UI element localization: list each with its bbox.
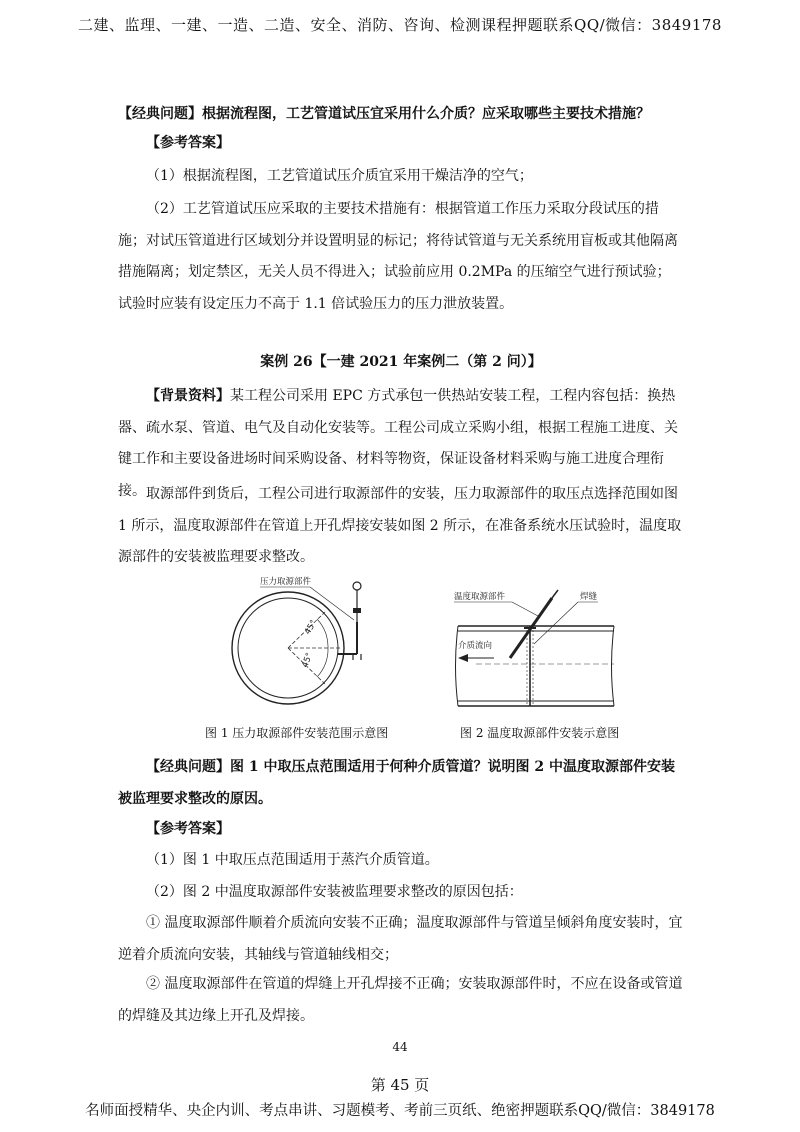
- figure-1-caption: 图 1 压力取源部件安装范围示意图: [205, 726, 389, 740]
- case-paragraph-2: 取源部件到货后，工程公司进行取源部件的安装，压力取源部件的取压点选择范围如图 1 所示，温度取源部件在管道上开孔焊接安装如图 2 所示，在准备系统水压试验时，温度取源部件的安装被监理要求整改。: [118, 486, 682, 565]
- background-label: 【背景资料】: [146, 388, 230, 404]
- page-header: 二建、监理、一建、一造、二造、安全、消防、咨询、检测课程押题联系QQ/微信：3849178: [78, 16, 722, 34]
- background-text: 某工程公司采用 EPC 方式承包一供热站安装工程，工程内容包括：换热器、疏水泵、管道、电气及自动化安装等。工程公司成立采购小组，根据工程施工进度、关键工作和主要设备进场时间采购设备、材料等物资，保证设备材料采购与施工进度合理衔接。: [118, 388, 678, 499]
- pipe-break-left: [456, 626, 459, 706]
- page-footer: 名师面授精华、央企内训、考点串讲、习题模考、考前三页纸、绝密押题联系QQ/微信：3849178: [85, 1103, 715, 1119]
- flow-arrow-icon: [458, 654, 468, 662]
- valve-block: [353, 608, 361, 613]
- pressure-part-label: 压力取源部件: [260, 577, 312, 587]
- page-number: 44: [392, 1040, 408, 1054]
- answer-2-2: （2）图 2 中温度取源部件安装被监理要求整改的原因包括：: [146, 884, 523, 900]
- answer-label-1: 【参考答案】: [146, 135, 230, 151]
- angle-label-upper: 45°: [302, 618, 320, 637]
- angle-arc-lower: [317, 648, 328, 677]
- page-label: 第 45 页: [370, 1076, 430, 1094]
- answer-2-3: ① 温度取源部件顺着介质流向安装不正确；温度取源部件与管道呈倾斜角度安装时，宜逆着介质流向安装，其轴线与管道轴线相交；: [118, 915, 683, 963]
- figure-1-diagram: [225, 572, 385, 712]
- answer-label-2: 【参考答案】: [146, 821, 230, 837]
- gauge-icon: [353, 582, 361, 590]
- answer-1-2: （2）工艺管道试压应采取的主要技术措施有：根据管道工作压力采取分段试压的措施；对试压管道进行区域划分并设置明显的标记；将待试管道与无关系统用盲板或其他隔离措施隔离；划定禁区，无关人员不得进入；试验前应用 0.2MPa 的压缩空气进行预试验；试验时应装有设定压力不高于 1.1 倍试验压力的压力泄放装置。: [118, 201, 678, 312]
- temperature-part-label: 温度取源部件: [454, 592, 506, 602]
- angle-label-lower: 45°: [300, 651, 315, 670]
- figure-2-diagram: [420, 588, 620, 716]
- answer-1-1: （1）根据流程图，工艺管道试压介质宜采用干燥洁净的空气；: [146, 168, 533, 184]
- pipe-break-right: [612, 626, 615, 706]
- figure-2-caption: 图 2 温度取源部件安装示意图: [460, 726, 620, 740]
- question-1: 【经典问题】根据流程图，工艺管道试压宜采用什么介质？应采取哪些主要技术措施？: [118, 106, 650, 122]
- weld-label: 焊缝: [580, 592, 598, 602]
- answer-2-1: （1）图 1 中取压点范围适用于蒸汽介质管道。: [146, 852, 439, 868]
- question-2: 【经典问题】图 1 中取压点范围适用于何种介质管道？说明图 2 中温度取源部件安装被监理要求整改的原因。: [118, 759, 675, 807]
- case-title: 案例 26【一建 2021 年案例二（第 2 问）】: [260, 354, 542, 370]
- flow-direction-label: 介质流向: [458, 641, 493, 651]
- answer-2-4: ② 温度取源部件在管道的焊缝上开孔焊接不正确；安装取源部件时，不应在设备或管道的焊缝及其边缘上开孔及焊接。: [118, 976, 683, 1024]
